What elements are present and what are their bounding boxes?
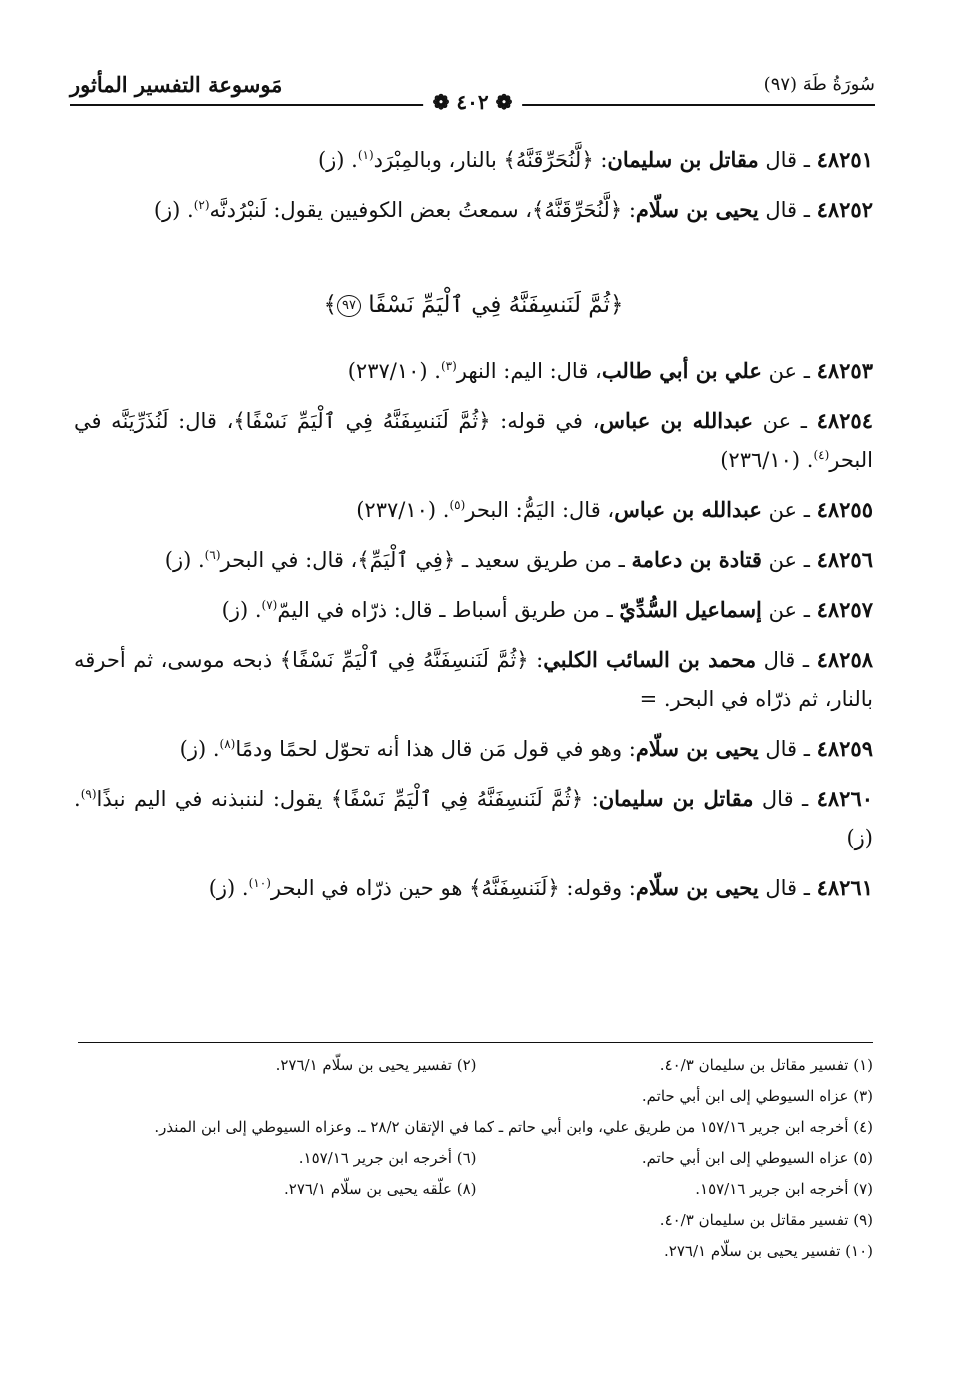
- entry-source: . (ز): [74, 787, 873, 850]
- entry-number: ٤٨٢٥١: [816, 147, 873, 172]
- entry-number: ٤٨٢٥٢: [816, 197, 873, 222]
- entry-number: ٤٨٢٥٨: [816, 647, 874, 672]
- footnote-row: [80, 1174, 873, 1205]
- footnote-1: (١) تفسير مقاتل بن سليمان ٤٠/٣.: [659, 1056, 873, 1074]
- narrator-name: علي بن أبي طالب: [601, 358, 762, 383]
- footnote-ref[interactable]: (١٠): [248, 876, 271, 890]
- ayah-heading: [74, 286, 873, 325]
- ayah-text: ﴿ثُمَّ لَنَنسِفَنَّهُ فِي ٱلْيَمِّ نَسْفًا: [368, 292, 624, 318]
- entry-prefix: ـ قال: [758, 198, 817, 222]
- entry-number: ٤٨٢٥٤: [816, 408, 873, 433]
- narrator-name: عبدالله بن عباس: [599, 408, 753, 433]
- entry-source: . (ز): [179, 737, 220, 761]
- entry-48253: [74, 351, 873, 391]
- footnote-ref[interactable]: (٢): [193, 198, 210, 212]
- entry-prefix: ـ قال: [758, 737, 817, 761]
- page-header: [70, 70, 875, 120]
- entry-prefix: ـ قال: [758, 876, 817, 900]
- entry-text: : ﴿لَّنُحَرِّقَنَّهُ﴾، سمعتُ بعض الكوفيين يقول: لَنبْرُدنَّه: [209, 198, 636, 222]
- entry-number: ٤٨٢٦٠: [816, 786, 874, 811]
- entry-prefix: ـ عن: [753, 409, 817, 433]
- narrator-name: إسماعيل السُّدِّيّ: [619, 597, 762, 622]
- footnote-4: (٤) أخرجه ابن جرير ١٥٧/١٦ من طريق علي، وابن أبي حاتم ـ كما في الإتقان ٢٨/٢ ـ. وعزاه السيوطي إلى ابن المنذر.: [154, 1118, 873, 1136]
- footnote-8: (٨) علّقه يحيى بن سلّام ٢٧٦/١.: [283, 1180, 477, 1198]
- footnote-ref[interactable]: (٨): [219, 737, 236, 751]
- entry-48261: [74, 868, 873, 908]
- entry-text: ، قال: اليم: النهر: [456, 359, 602, 383]
- entry-source: . (ز): [153, 198, 194, 222]
- entry-source: . (٢٣٧/١٠): [347, 359, 441, 383]
- entry-prefix: ـ عن: [761, 548, 817, 572]
- entry-number: ٤٨٢٥٩: [816, 736, 873, 761]
- entry-48258: [74, 640, 873, 719]
- footnote-ref[interactable]: (٣): [440, 359, 457, 373]
- footnote-ref[interactable]: (٦): [204, 548, 221, 562]
- footnote-5: (٥) عزاه السيوطي إلى ابن أبي حاتم.: [641, 1149, 873, 1167]
- footnote-2: (٢) تفسير يحيى بن سلّام ٢٧٦/١.: [275, 1056, 477, 1074]
- narrator-name: يحيى بن سلّام: [635, 736, 759, 761]
- entry-source: . (ز): [317, 148, 358, 172]
- narrator-name: يحيى بن سلّام: [635, 197, 759, 222]
- main-text: [74, 140, 873, 918]
- entry-48254: [74, 401, 873, 480]
- entry-prefix: ـ قال: [756, 648, 817, 672]
- entry-prefix: ـ عن: [761, 598, 817, 622]
- entry-source: . (ز): [164, 548, 205, 572]
- footnote-7: (٧) أخرجه ابن جرير ١٥٧/١٦.: [695, 1180, 873, 1198]
- entry-prefix: ـ قال: [758, 148, 817, 172]
- footnote-row: [80, 1050, 873, 1081]
- page-number: ٤٠٢: [456, 90, 489, 114]
- footnote-6: (٦) أخرجه ابن جرير ١٥٧/١٦.: [298, 1149, 477, 1167]
- ornament-right-icon: ❁: [495, 90, 513, 114]
- footnote-ref[interactable]: (١): [357, 148, 374, 162]
- entry-number: ٤٨٢٥٣: [816, 358, 873, 383]
- footnote-ref[interactable]: (٩): [80, 787, 97, 801]
- entry-prefix: ـ عن: [761, 498, 817, 522]
- entry-text: ـ من طريق سعيد ـ ﴿فِي ٱلْيَمِّ﴾، قال: في البحر: [220, 548, 632, 572]
- narrator-name: محمد بن السائب الكلبي: [543, 647, 757, 672]
- footnote-separator: [78, 1042, 873, 1043]
- footnote-row: [80, 1143, 873, 1174]
- ayah-number-icon: ٩٧: [337, 295, 361, 317]
- ayah-close-bracket: ﴾: [323, 292, 337, 318]
- footnotes: [80, 1050, 873, 1267]
- entry-text: : ﴿لَّنُحَرِّقَنَّهُ﴾ بالنار، وبالمِبْرَد: [373, 148, 608, 172]
- entry-text: : وهو في قول مَن قال هذا أنه تحوّل لحمًا ودمًا: [235, 737, 636, 761]
- entry-text: : ﴿ثُمَّ لَنَنسِفَنَّهُ فِي ٱلْيَمِّ نَسْفًا﴾ يقول: لننبذنه في اليم نبذًا: [96, 787, 599, 811]
- entry-48259: [74, 729, 873, 769]
- narrator-name: مقاتل بن سليمان: [607, 147, 759, 172]
- entry-48256: [74, 540, 873, 580]
- narrator-name: يحيى بن سلّام: [635, 875, 759, 900]
- entry-number: ٤٨٢٥٧: [816, 597, 873, 622]
- footnote-3: (٣) عزاه السيوطي إلى ابن أبي حاتم.: [641, 1087, 873, 1105]
- entry-text: ، قال: اليَمُّ: البحر: [465, 498, 615, 522]
- entry-48260: [74, 779, 873, 858]
- entry-source: . (٢٣٦/١٠): [720, 448, 814, 472]
- entry-prefix: ـ قال: [753, 787, 817, 811]
- entry-48255: [74, 490, 873, 530]
- entry-prefix: ـ عن: [761, 359, 817, 383]
- surah-title: سُورَةُ طَهَ (٩٧): [763, 74, 875, 95]
- entry-number: ٤٨٢٦١: [816, 875, 873, 900]
- entry-48257: [74, 590, 873, 630]
- page-number-box: [423, 90, 523, 114]
- narrator-name: قتادة بن دعامة: [631, 547, 762, 572]
- footnote-ref[interactable]: (٧): [261, 598, 278, 612]
- narrator-name: مقاتل بن سليمان: [598, 786, 754, 811]
- entry-text: : ﴿ثُمَّ لَنَنسِفَنَّهُ فِي ٱلْيَمِّ نَسْفًا﴾ ذبحه موسى، ثم أحرقه بالنار، ثم ذرّاه في البحر. =: [74, 648, 873, 711]
- ornament-left-icon: ❁: [432, 90, 450, 114]
- entry-source: . (ز): [221, 598, 262, 622]
- footnote-10: (١٠) تفسير يحيى بن سلّام ٢٧٦/١.: [664, 1242, 873, 1260]
- entry-source: . (٢٣٧/١٠): [356, 498, 450, 522]
- entry-source: . (ز): [208, 876, 249, 900]
- entry-48252: [74, 190, 873, 230]
- entry-text: : وقوله: ﴿لَنَنسِفَنَّهُ﴾ هو حين ذرّاه في البحر: [270, 876, 636, 900]
- footnote-9: (٩) تفسير مقاتل بن سليمان ٤٠/٣.: [659, 1211, 873, 1229]
- entry-48251: [74, 140, 873, 180]
- entry-text: ـ من طريق أسباط ـ قال: ذرّاه في اليمّ: [277, 598, 620, 622]
- narrator-name: عبدالله بن عباس: [614, 497, 762, 522]
- book-title: مَوسوعة التفسير المأثور: [70, 72, 283, 97]
- entry-text: ، في قوله: ﴿ثُمَّ لَنَنسِفَنَّهُ فِي ٱلْيَمِّ نَسْفًا﴾، قال: لَنُذَرِّيَنَّه في البحر: [74, 409, 873, 472]
- entry-number: ٤٨٢٥٥: [816, 497, 873, 522]
- footnote-ref[interactable]: (٥): [449, 498, 466, 512]
- entry-number: ٤٨٢٥٦: [816, 547, 873, 572]
- footnote-ref[interactable]: (٤): [813, 448, 830, 462]
